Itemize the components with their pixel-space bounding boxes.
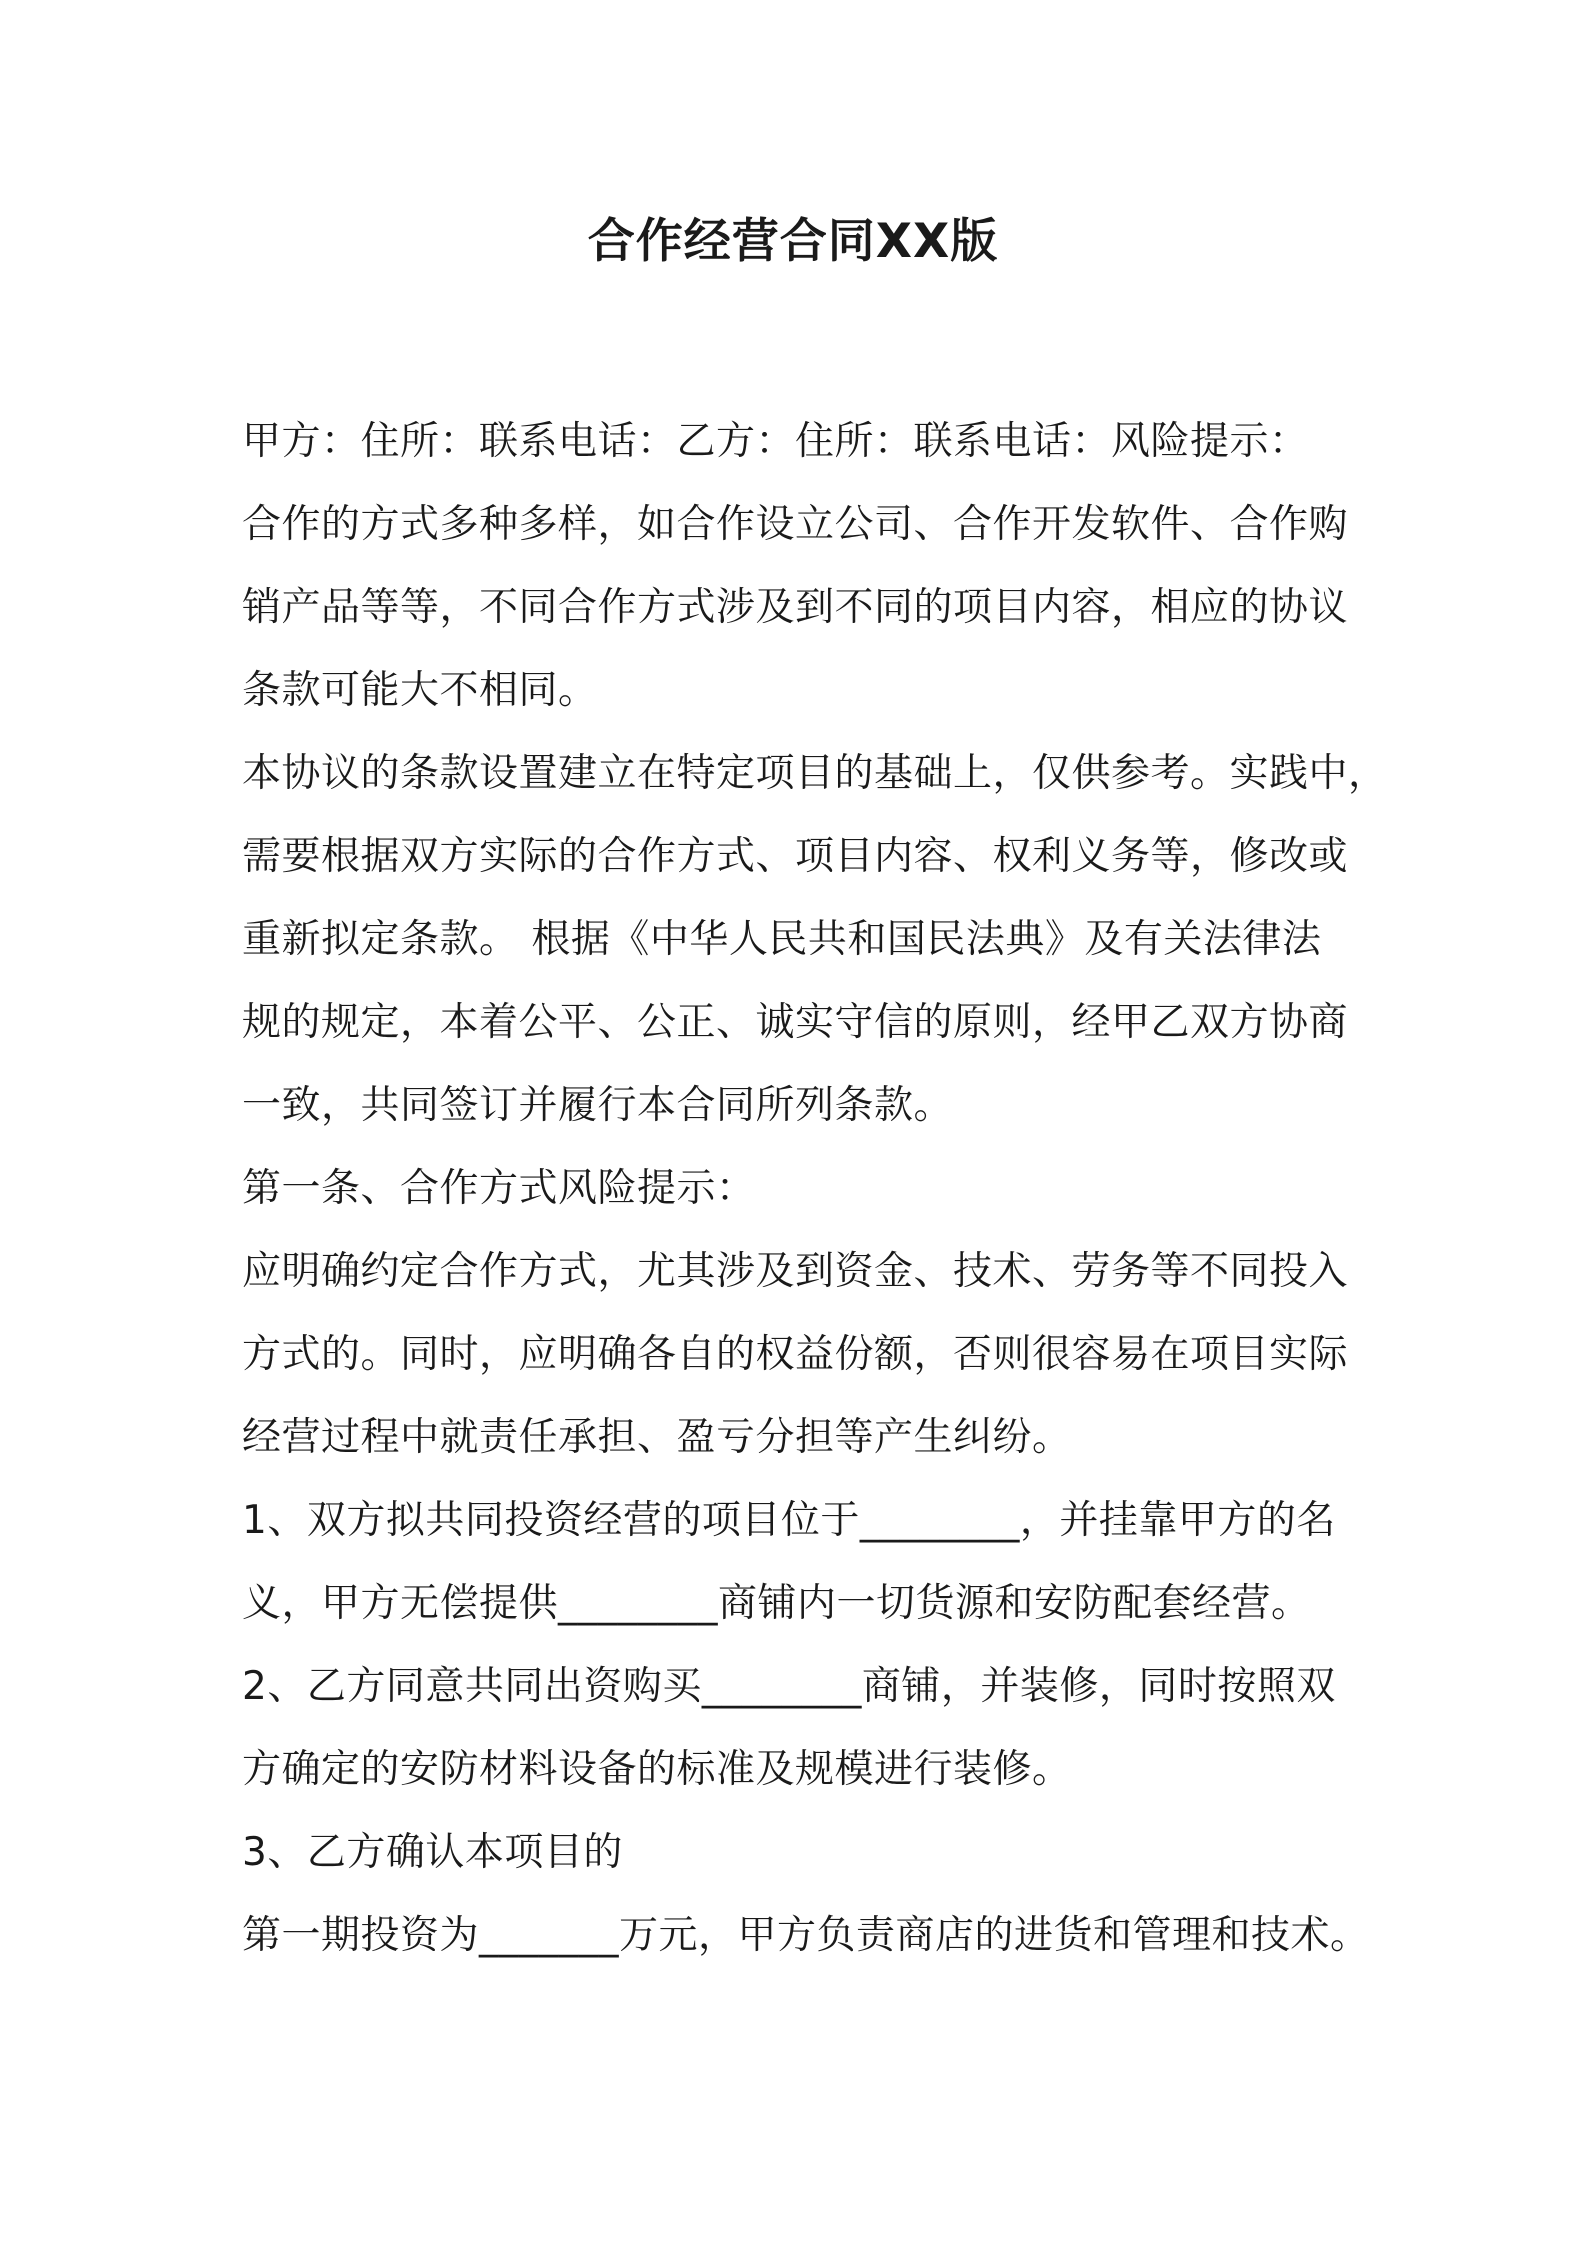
text-line: 1、双方拟共同投资经营的项目位于________，并挂靠甲方的名 [242, 1498, 1336, 1543]
text-line: 规的规定，本着公平、公正、诚实守信的原则，经甲乙双方协商 [242, 1000, 1349, 1045]
text-line: 条款可能大不相同。 [242, 668, 598, 713]
text-line: 方式的。同时，应明确各自的权益份额，否则很容易在项目实际 [242, 1332, 1349, 1377]
text-line: 3、乙方确认本项目的 [242, 1830, 623, 1875]
text-line: 义，甲方无偿提供________商铺内一切货源和安防配套经营。 [242, 1581, 1311, 1626]
text-line: 甲方：住所：联系电话：乙方：住所：联系电话：风险提示： [242, 419, 1309, 464]
section-heading: 第一条、合作方式风险提示： [242, 1166, 756, 1211]
document-title: 合作经营合同XX版 [587, 214, 999, 269]
text-line: 合作的方式多种多样，如合作设立公司、合作开发软件、合作购 [242, 502, 1349, 547]
text-line: 经营过程中就责任承担、盈亏分担等产生纠纷。 [242, 1415, 1072, 1460]
text-line: 方确定的安防材料设备的标准及规模进行装修。 [242, 1747, 1072, 1792]
text-line: 应明确约定合作方式，尤其涉及到资金、技术、劳务等不同投入 [242, 1249, 1349, 1294]
text-line: 本协议的条款设置建立在特定项目的基础上，仅供参考。实践中， [242, 751, 1388, 796]
text-line: 销产品等等，不同合作方式涉及到不同的项目内容，相应的协议 [242, 585, 1349, 630]
text-line: 一致，共同签订并履行本合同所列条款。 [242, 1083, 954, 1128]
text-line: 需要根据双方实际的合作方式、项目内容、权利义务等，修改或 [242, 834, 1349, 879]
document-body [242, 400, 1388, 1977]
text-line: 第一期投资为_______万元，甲方负责商店的进货和管理和技术。 [242, 1913, 1370, 1958]
text-line: 重新拟定条款。 根据《中华人民共和国民法典》及有关法律法 [242, 917, 1322, 962]
text-line: 2、乙方同意共同出资购买________商铺，并装修，同时按照双 [242, 1664, 1336, 1709]
